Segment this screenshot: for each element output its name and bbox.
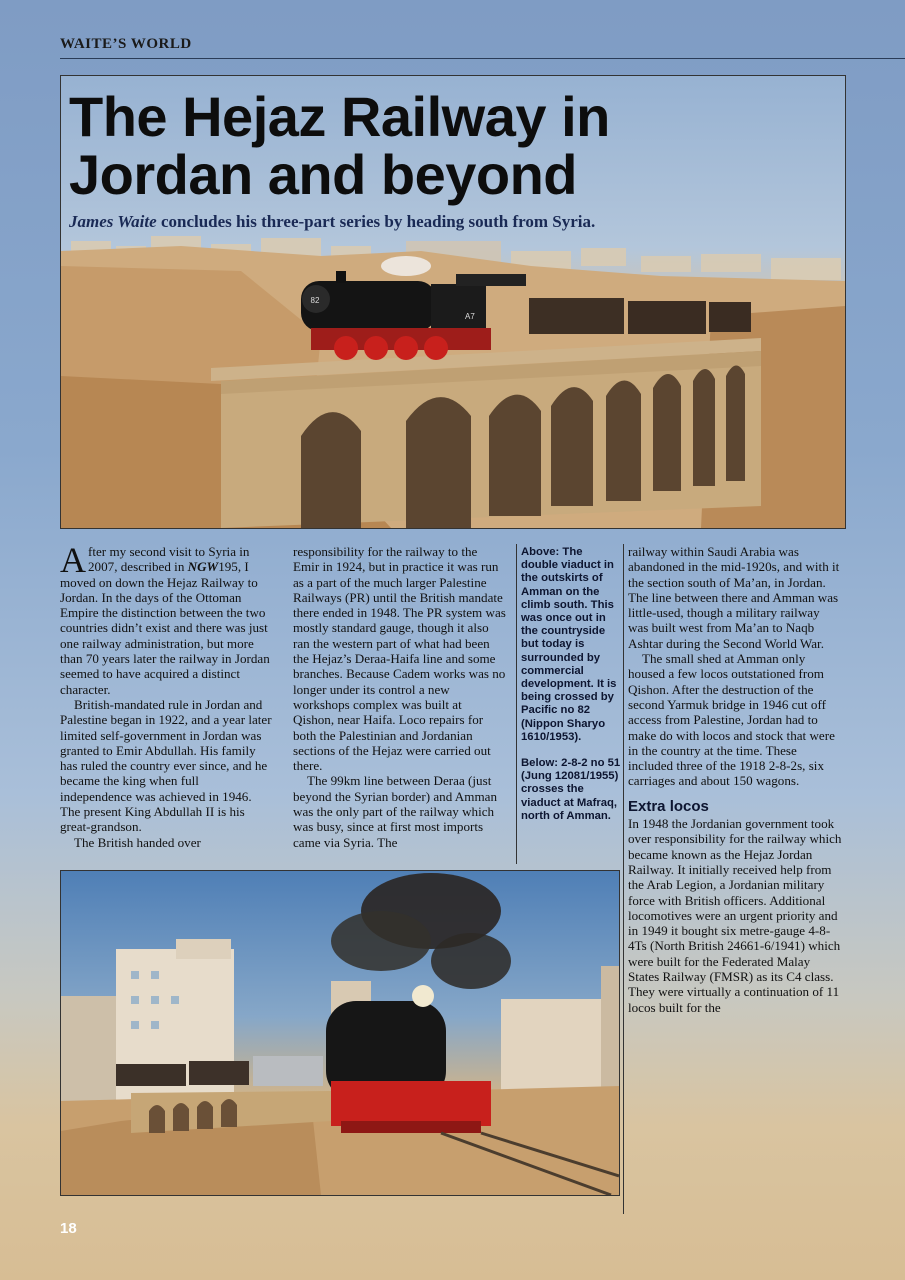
column-rule (623, 544, 624, 1214)
text-column-4 (628, 544, 843, 1015)
caption-above: Above: The double viaduct in the outskirts of Amman on the climb south. This was once out in the countryside but today is surrounded by commercial development. It is being crossed by Pacific no 82 (Nippon Sharyo 1610/1953). (521, 546, 617, 743)
article-title (69, 85, 610, 206)
text-column-1 (60, 540, 273, 850)
body-paragraph: railway within Saudi Arabia was abandoned in the mid-1920s, and with it the section south of Ma’an, in Jordan. The line between there and Amman was little-used, though a military railway was built west from Ma’an to Naqb Ashtar during the Second World War. (628, 544, 840, 651)
mafraq-viaduct-photo (60, 870, 620, 1196)
smokebox-number: 82 (310, 296, 320, 305)
page-number: 18 (60, 1220, 77, 1237)
deck-text: concludes his three-part series by heading south from Syria. (156, 212, 596, 231)
body-paragraph: British-mandated rule in Jordan and Palestine began in 1922, and a year later limited self-government in Jordan was granted to Emir Abdullah. His family has ruled the country ever since, and he became the king when full independence was achieved in 1946. The present King Abdullah II is his great-grandson. (60, 696, 272, 835)
captions-column (521, 546, 621, 836)
column-rule (516, 544, 517, 864)
section-subhead: Extra locos (628, 797, 709, 815)
article-deck (69, 212, 595, 232)
body-paragraph: responsibility for the railway to the Emir in 1924, but in practice it was run as a part of the much larger Palestine Railways (PR) until the British mandate there ended in 1948. The PR system was mostly standard gauge, though it also ran the western part of what had been the Hejaz’s Deraa-Haifa line and some branches. Because Cadem works was no longer under its control a new workshops complex was built at Qishon, near Haifa. Loco repairs for both the Palestinian and Jordanian sections of the Hejaz were carried out there. (293, 544, 506, 774)
hero-photo (60, 75, 846, 529)
deck-author: James Waite (69, 212, 157, 231)
header-rule (60, 58, 905, 59)
body-paragraph: The 99km line between Deraa (just beyond the Syrian border) and Amman was the only part of the railway which was busy, since at first most imports came via Syria. The (293, 773, 497, 850)
body-paragraph: In 1948 the Jordanian government took over responsibility for the railway which became known as the Hejaz Jordan Railway. It initially received help from the Arab Legion, a Jordanian military force with British officers. Additional locomotives were an urgent priority and in 1949 it bought six metre-gauge 4-8-4Ts (North British 24661-6/1941) which were built for the Federated Malay States Railway (FMSR) as its C4 class. They were virtually a continuation of 11 locos built for the (628, 816, 842, 1015)
intro-paragraph: After my second visit to Syria in 2007, described in NGW195, I moved on down the Hejaz Railway to Jordan. In the days of the Ottoman Empire the distinction between the two countries didn’t exist and there was just one railway administration, but more than 70 years later the railway in Jordan seemed to have acquired a distinct character. (60, 540, 270, 697)
title-line-1: The Hejaz Railway in (69, 85, 610, 148)
body-paragraph: The British handed over (74, 834, 201, 850)
title-line-2: Jordan and beyond (69, 143, 577, 206)
drop-cap: A (60, 540, 86, 580)
magazine-ref: NGW (187, 559, 219, 575)
mafraq-train-illustration (61, 871, 619, 1195)
cab-number: A7 (465, 312, 475, 321)
text-column-2 (293, 544, 506, 850)
body-paragraph: The small shed at Amman only housed a few locos outstationed from Qishon. After the destruction of the second Yarmuk bridge in 1946 cut off access from Palestine, Jordan had to make do with locos and stock that were in the country at the time. These included three of the 1918 2-8-2s, six carriages and about 150 wagons. (628, 651, 835, 789)
caption-below: Below: 2-8-2 no 51 (Jung 12081/1955) crosses the viaduct at Mafraq, north of Amman. (521, 757, 621, 822)
section-header: WAITE’S WORLD (60, 36, 192, 52)
